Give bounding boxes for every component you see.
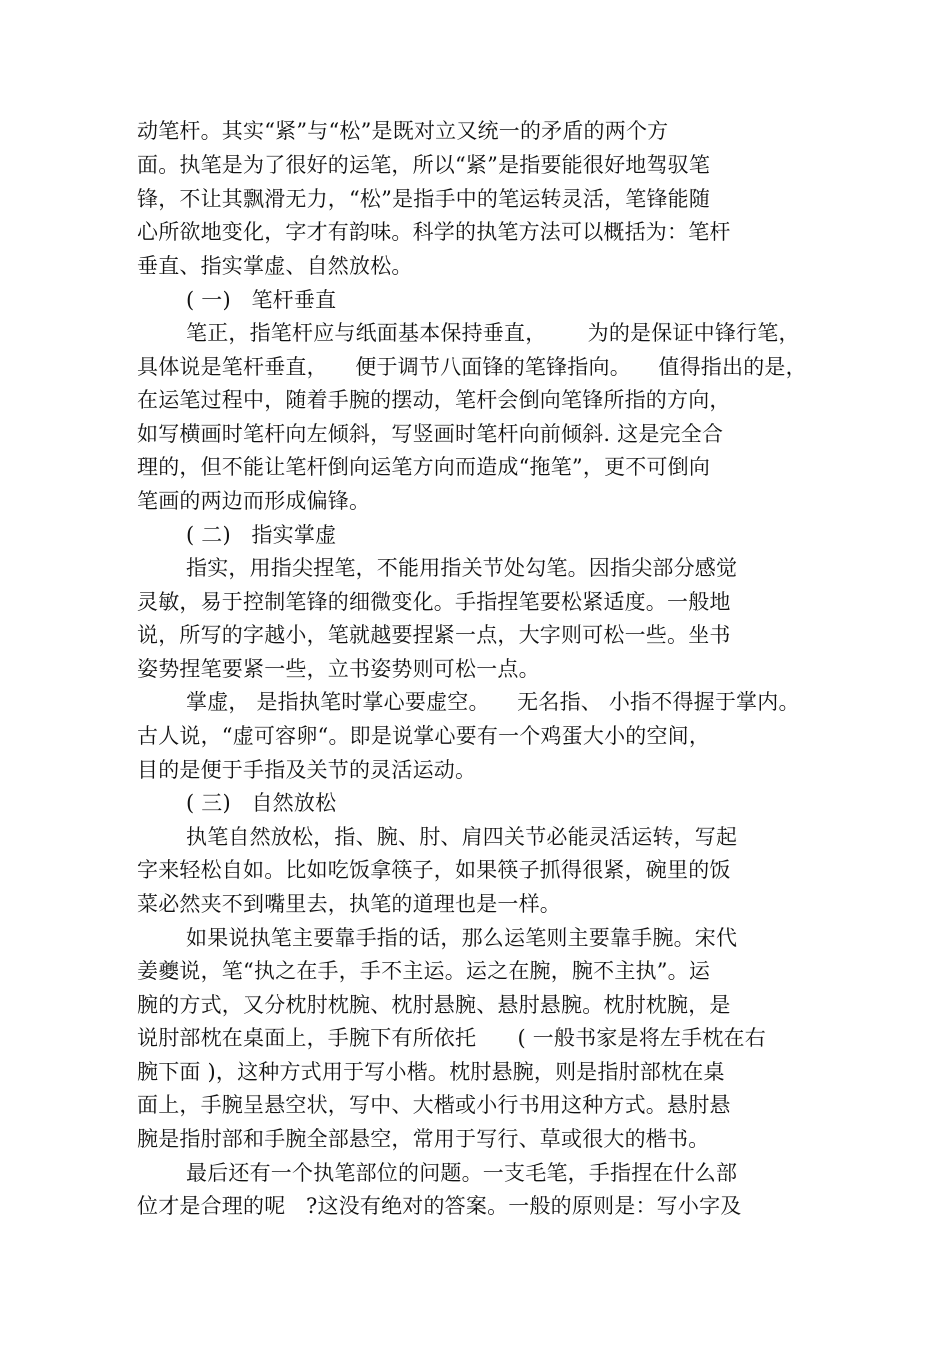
text-line: 说，所写的字越小，笔就越要捏紧一点，大字则可松一些。坐书 <box>137 623 731 647</box>
text-line: 面。执笔是为了很好的运笔，所以“紧”是指要能很好地驾驭笔 <box>137 153 711 177</box>
text-line: 如果说执笔主要靠手指的话，那么运笔则主要靠手腕。宋代 <box>186 926 738 950</box>
text-line: 腕下面 )，这种方式用于写小楷。枕肘悬腕，则是指肘部枕在桌 <box>137 1060 725 1084</box>
text-line: 如写横画时笔杆向左倾斜，写竖画时笔杆向前倾斜. 这是完全合 <box>137 422 724 446</box>
text-line: 笔正，指笔杆应与纸面基本保持垂直， 为的是保证中锋行笔， <box>186 321 800 345</box>
text-line: 最后还有一个执笔部位的问题。一支毛笔，手指捏在什么部 <box>186 1161 738 1185</box>
text-line: 灵敏，易于控制笔锋的细微变化。手指捏笔要松紧适度。一般地 <box>137 590 731 614</box>
text-line: 腕是指肘部和手腕全部悬空，常用于写行、草或很大的楷书。 <box>137 1127 710 1151</box>
text-line: 动笔杆。其实“紧”与“松”是既对立又统一的矛盾的两个方 <box>137 119 669 143</box>
text-line: 姜夔说，笔“执之在手，手不主运。运之在腕，腕不主执”。运 <box>137 959 711 983</box>
text-line: 垂直、指实掌虚、自然放松。 <box>137 254 413 278</box>
text-line: 笔画的两边而形成偏锋。 <box>137 489 371 513</box>
text-line: 目的是便于手指及关节的灵活运动。 <box>137 758 477 782</box>
text-line: 指实，用指尖捏笔，不能用指关节处勾笔。因指尖部分感觉 <box>186 556 738 580</box>
text-line: 理的，但不能让笔杆倒向运笔方向而造成“拖笔”，更不可倒向 <box>137 455 711 479</box>
text-line: 在运笔过程中，随着手腕的摆动，笔杆会倒向笔锋所指的方向， <box>137 388 731 412</box>
text-line: 说肘部枕在桌面上，手腕下有所依托 ( 一般书家是将左手枕在右 <box>137 1026 766 1050</box>
text-line: 掌虚， 是指执笔时掌心要虚空。 无名指、 小指不得握于掌内。 <box>186 690 800 714</box>
text-line: 字来轻松自如。比如吃饭拿筷子，如果筷子抓得很紧，碗里的饭 <box>137 858 731 882</box>
text-line: 面上，手腕呈悬空状，写中、大楷或小行书用这种方式。悬肘悬 <box>137 1093 731 1117</box>
text-line: 心所欲地变化，字才有韵味。科学的执笔方法可以概括为：笔杆 <box>137 220 731 244</box>
text-line: 执笔自然放松，指、腕、肘、肩四关节必能灵活运转，写起 <box>186 825 738 849</box>
section-heading: ( 三) 自然放松 <box>186 791 337 815</box>
text-line: 具体说是笔杆垂直， 便于调节八面锋的笔锋指向。 值得指出的是， <box>137 355 807 379</box>
text-line: 位才是合理的呢 ?这没有绝对的答案。一般的原则是：写小字及 <box>137 1194 742 1218</box>
text-line: 腕的方式，又分枕肘枕腕、枕肘悬腕、悬肘悬腕。枕肘枕腕，是 <box>137 993 731 1017</box>
section-heading: ( 一) 笔杆垂直 <box>186 288 337 312</box>
text-line: 古人说，“虚可容卵“。即是说掌心要有一个鸡蛋大小的空间， <box>137 724 711 748</box>
text-line: 锋，不让其飘滑无力，“松”是指手中的笔运转灵活，笔锋能随 <box>137 187 711 211</box>
section-heading: ( 二) 指实掌虚 <box>186 523 337 547</box>
text-line: 菜必然夹不到嘴里去，执笔的道理也是一样。 <box>137 892 561 916</box>
text-line: 姿势捏笔要紧一些，立书姿势则可松一点。 <box>137 657 540 681</box>
